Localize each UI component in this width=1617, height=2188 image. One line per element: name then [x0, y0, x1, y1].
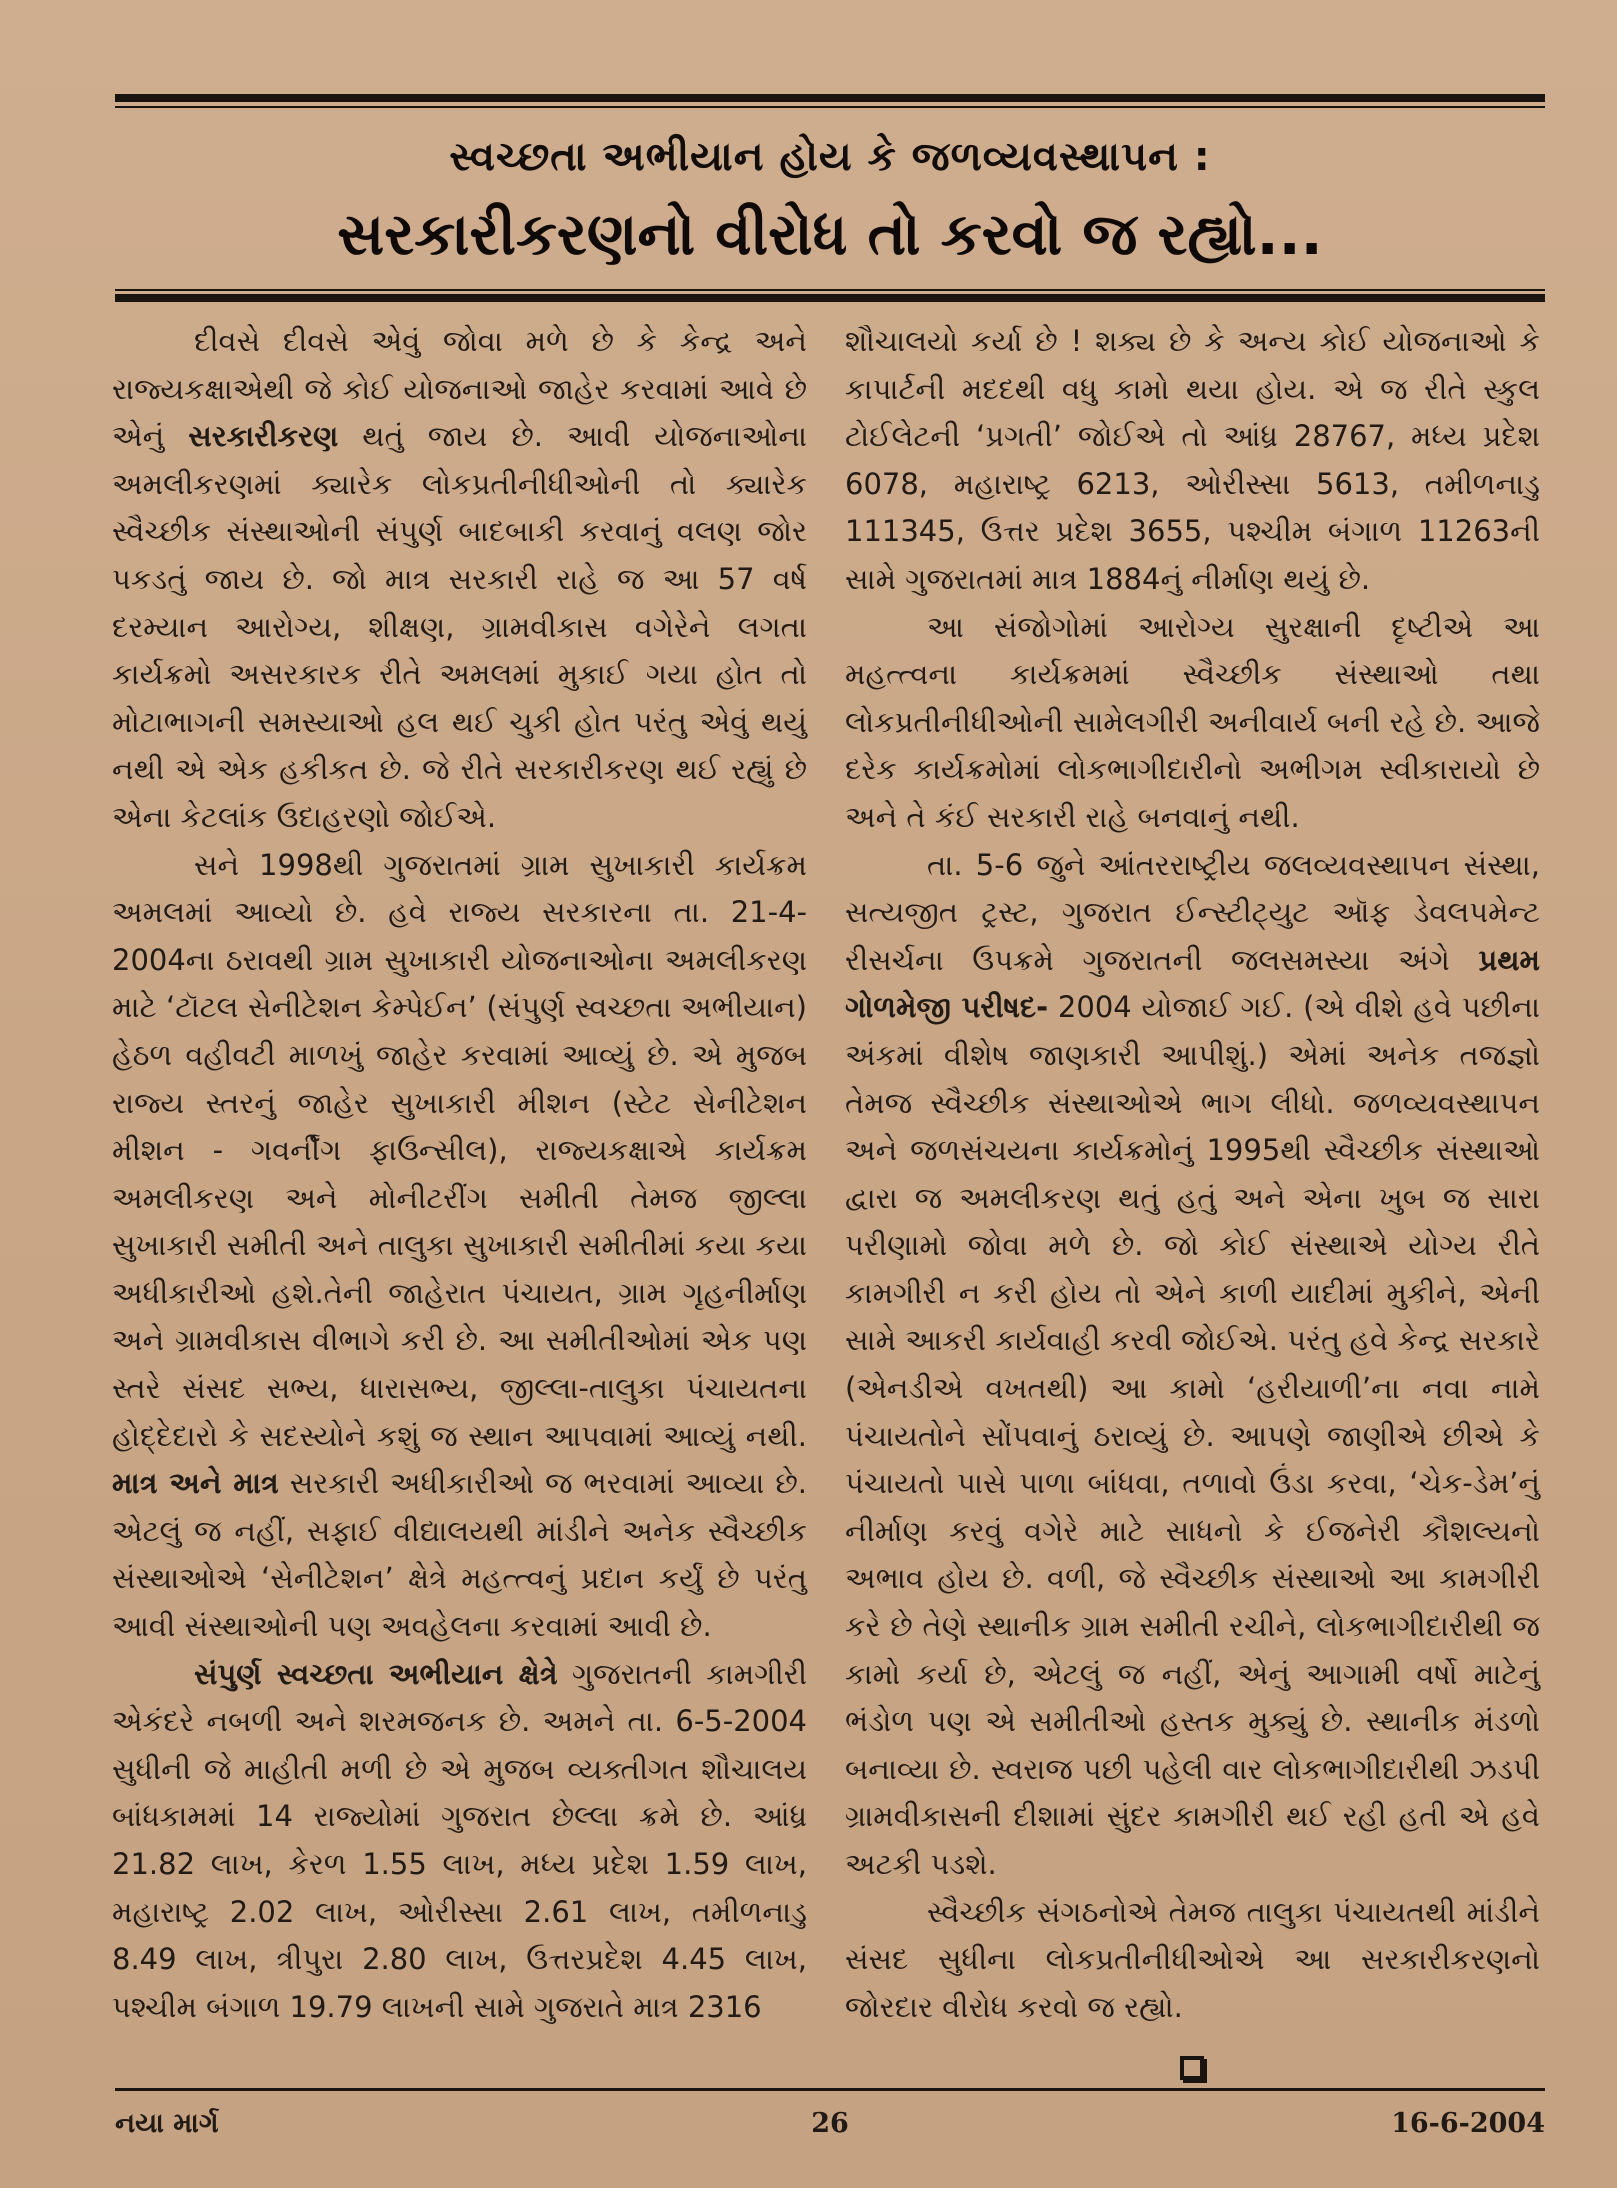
paragraph: સ્વૈચ્છીક સંગઠનોએ તેમજ તાલુકા પંચાયતથી માંડીને સંસદ સુધીના લોકપ્રતીનીધીઓએ આ સરકારીકરણનો જોરદાર વીરોધ કરવો જ રહ્યો. — [845, 1894, 1540, 2024]
text-run: દીવસે દીવસે એવું જોવા મળે છે કે કેન્દ્ર અને રાજ્યકક્ષાએથી જે કોઈ યોજનાઓ જાહેર કરવામાં આવે છે એનું — [112, 324, 807, 454]
paragraph: આ સંજોગોમાં આરોગ્ય સુરક્ષાની દૃષ્ટીએ આ મહત્ત્વના કાર્યક્રમમાં સ્વૈચ્છીક સંસ્થાઓ તથા લોકપ્રતીનીધીઓની સામેલગીરી અનીવાર્ય બની રહે છે. આજે દરેક કાર્યક્રમોમાં લોકભાગીદારીનો અભીગમ સ્વીકારાયો છે અને તે કંઈ સરકારી રાહે બનવાનું નથી. — [845, 609, 1540, 834]
paragraph — [112, 1651, 807, 2032]
text-run: થતું જાય છે. આવી યોજનાઓના અમલીકરણમાં ક્યારેક લોકપ્રતીનીધીઓની તો ક્યારેક સ્વૈચ્છીક સંસ્થાઓની સંપુર્ણ બાદબાકી કરવાનું વલણ જોર પકડતું જાય છે. જો માત્ર સરકારી રાહે જ આ 57 વર્ષ દરમ્યાન આરોગ્ય, શીક્ષણ, ગ્રામવીકાસ વગેરેને લગતા કાર્યક્રમો અસરકારક રીતે અમલમાં મુકાઈ ગયા હોત તો મોટાભાગની સમસ્યાઓ હલ થઈ ચુકી હોત પરંતુ એવું થયું નથી એ એક હકીકત છે. જે રીતે સરકારીકરણ થઈ રહ્યું છે એના કેટલાંક ઉદાહરણો જોઈએ. — [112, 419, 807, 834]
page-footer — [115, 2108, 1545, 2148]
text-run: 2004 યોજાઈ ગઈ. (એ વીશે હવે પછીના અંકમાં વીશેષ જાણકારી આપીશું.) એમાં અનેક તજજ્ઞો તેમજ સ્વૈચ્છીક સંસ્થાઓએ ભાગ લીધો. જળવ્યવસ્થાપન અને જળસંચયના કાર્યક્રમોનું 1995થી સ્વૈચ્છીક સંસ્થાઓ દ્વારા જ અમલીકરણ થતું હતું અને એના ખુબ જ સારા પરીણામો જોવા મળે છે. જો કોઈ સંસ્થાએ યોગ્ય રીતે કામગીરી ન કરી હોય તો એને કાળી યાદીમાં મુકીને, એની સામે આકરી કાર્યવાહી કરવી જોઈએ. પરંતુ હવે કેન્દ્ર સરકારે (એનડીએ વખતથી) આ કામો ‘હરીયાળી’ના નવા નામે પંચાયતોને સોંપવાનું ઠરાવ્યું છે. આપણે જાણીએ છીએ કે પંચાયતો પાસે પાળા બાંધવા, તળાવો ઉંડા કરવા, ‘ચેક-ડેમ’નું નીર્માણ કરવું વગેરે માટે સાધનો કે ઈજનેરી કૌશલ્યનો અભાવ હોય છે. વળી, જે સ્વૈચ્છીક સંસ્થાઓ આ કામગીરી કરે છે તેણે સ્થાનીક ગ્રામ સમીતી રચીને, લોકભાગીદારીથી જ કામો કર્યા છે, એટલું જ નહીં, એનું આગામી વર્ષો માટેનું ભંડોળ પણ એ સમીતીઓ હસ્તક મુક્યું છે. સ્થાનીક મંડળો બનાવ્યા છે. સ્વરાજ પછી પહેલી વાર લોકભાગીદારીથી ઝડપી ગ્રામવીકાસની દીશામાં સુંદર કામગીરી થઈ રહી હતી એ હવે અટકી પડશે. — [845, 990, 1540, 1881]
page-number: 26 — [811, 2108, 849, 2139]
left-column — [112, 318, 807, 2031]
end-of-article-icon — [1180, 2056, 1204, 2080]
text-run: સને 1998થી ગુજરાતમાં ગ્રામ સુખાકારી કાર્યક્રમ અમલમાં આવ્યો છે. હવે રાજ્ય સરકારના તા. 21-4-2004ના ઠરાવથી ગ્રામ સુખાકારી યોજનાઓના અમલીકરણ માટે ‘ટૉટલ સેનીટેશન કેમ્પેઈન’ (સંપુર્ણ સ્વચ્છતા અભીયાન) હેઠળ વહીવટી માળખું જાહેર કરવામાં આવ્યું છે. એ મુજબ રાજ્ય સ્તરનું જાહેર સુખાકારી મીશન (સ્ટેટ સેનીટેશન મીશન - ગવર્નીંગ ફાઉન્સીલ), રાજ્યકક્ષાએ કાર્યક્રમ અમલીકરણ અને મોનીટરીંગ સમીતી તેમજ જીલ્લા સુખાકારી સમીતી અને તાલુકા સુખાકારી સમીતીમાં કયા કયા અધીકારીઓ હશે.તેની જાહેરાત પંચાયત, ગ્રામ ગૃહનીર્માણ અને ગ્રામવીકાસ વીભાગે કરી છે. આ સમીતીઓમાં એક પણ સ્તરે સંસદ સભ્ય, ધારાસભ્ય, જીલ્લા-તાલુકા પંચાયતના હોદ્દેદારો કે સદસ્યોને કશું જ સ્થાન આપવામાં આવ્યું નથી. — [112, 847, 807, 1453]
paragraph — [845, 842, 1540, 1889]
text-run: તા. 5-6 જુને આંતરરાષ્ટ્રીય જલવ્યવસ્થાપન સંસ્થા, સત્યજીત ટ્રસ્ટ, ગુજરાત ઈન્સ્ટીટ્યુટ ઑફ ડેવલપમેન્ટ રીસર્ચના ઉપક્રમે ગુજરાતની જલસમસ્યા અંગે — [845, 847, 1540, 977]
paragraph — [112, 318, 807, 842]
bold-text: માત્ર અને માત્ર — [112, 1466, 279, 1501]
article-kicker: સ્વચ્છતા અભીયાન હોય કે જળવ્યવસ્થાપન : — [449, 134, 1211, 180]
right-column — [845, 318, 1540, 2031]
bold-text: સરકારીકરણ — [188, 419, 339, 454]
bold-text: પ્રથમ ગોળમેજી પરીષદ- — [845, 942, 1540, 1025]
footer-rule — [115, 2088, 1545, 2091]
header-bottom-rule — [115, 294, 1545, 302]
top-rule-thin — [115, 106, 1545, 108]
header-bottom-rule-thin — [115, 289, 1545, 291]
article-headline: સરકારીકરણનો વીરોધ તો કરવો જ રહ્યો... — [337, 200, 1323, 268]
top-rule — [115, 94, 1545, 102]
text-run: ગુજરાતની કામગીરી એકંદરે નબળી અને શરમજનક છે. અમને તા. 6-5-2004 સુધીની જે માહીતી મળી છે એ મુજબ વ્યક્તીગત શૌચાલય બાંધકામમાં 14 રાજ્યોમાં ગુજરાત છેલ્લા ક્રમે છે. આંધ્ર 21.82 લાખ, કેરળ 1.55 લાખ, મધ્ય પ્રદેશ 1.59 લાખ, મહારાષ્ટ્ર 2.02 લાખ, ઓરીસ્સા 2.61 લાખ, તમીળનાડુ 8.49 લાખ, ત્રીપુરા 2.80 લાખ, ઉત્તરપ્રદેશ 4.45 લાખ, પશ્ચીમ બંગાળ 19.79 લાખની સામે ગુજરાતે માત્ર 2316 — [112, 1656, 807, 2024]
paragraph: શૌચાલયો કર્યા છે ! શક્ય છે કે અન્ય કોઈ યોજનાઓ કે કાપાર્ટની મદદથી વધુ કામો થયા હોય. એ જ રીતે સ્કુલ ટોઈલેટની ‘પ્રગતી’ જોઈએ તો આંધ્ર 28767, મધ્ય પ્રદેશ 6078, મહારાષ્ટ્ર 6213, ઓરીસ્સા 5613, તમીળનાડુ 111345, ઉત્તર પ્રદેશ 3655, પશ્ચીમ બંગાળ 11263ની સામે ગુજરાતમાં માત્ર 1884નું નીર્માણ થયું છે. — [845, 324, 1540, 596]
bold-text: સંપુર્ણ સ્વચ્છતા અભીયાન ક્ષેત્રે — [194, 1656, 558, 1691]
paragraph — [112, 842, 807, 1651]
issue-date: 16-6-2004 — [1391, 2108, 1545, 2139]
publication-name: નયા માર્ગ — [115, 2108, 219, 2139]
text-run: સરકારી અધીકારીઓ જ ભરવામાં આવ્યા છે. એટલું જ નહીં, સફાઈ વીદ્યાલયથી માંડીને અનેક સ્વૈચ્છીક સંસ્થાઓએ ‘સેનીટેશન’ ક્ષેત્રે મહત્ત્વનું પ્રદાન કર્યું છે પરંતુ આવી સંસ્થાઓની પણ અવહેલના કરવામાં આવી છે. — [112, 1466, 807, 1644]
